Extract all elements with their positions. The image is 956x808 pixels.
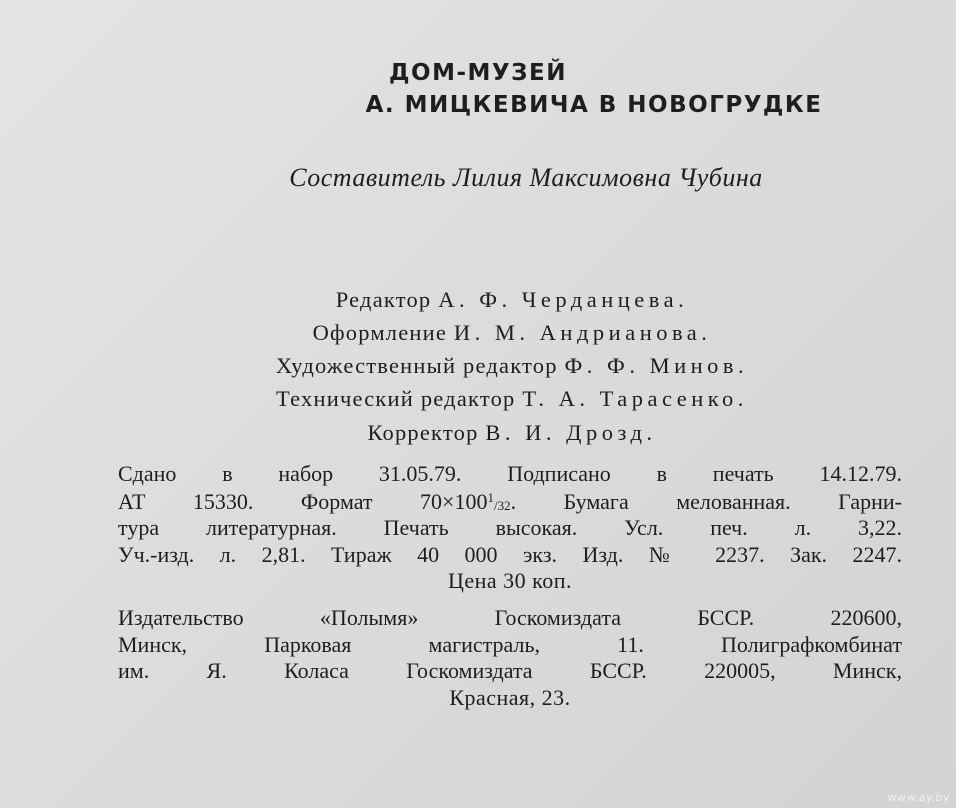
credit-name: Ф. Ф. Минов. — [564, 353, 749, 378]
credit-name: В. И. Дрозд. — [485, 420, 657, 445]
credit-design — [34, 320, 956, 346]
watermark: www.ay.by — [887, 791, 950, 804]
publisher-line-3: им. Я. Коласа Госкомиздата БССР. 220005, Минск, — [118, 658, 902, 683]
format-prefix: АТ 15330. Формат 70×100 — [118, 489, 488, 514]
compiler-credit: Составитель Лилия Максимовна Чубина — [289, 163, 763, 192]
credit-role: Редактор — [335, 287, 432, 312]
format-fraction-numerator: 1 — [487, 490, 494, 505]
credit-art-editor — [34, 353, 956, 379]
credit-name: А. Ф. Черданцева. — [438, 287, 689, 312]
title-line-2: А. МИЦКЕВИЧА В НОВОГРУДКЕ — [365, 92, 823, 118]
imprint-line-2 — [118, 489, 902, 515]
credit-role: Художественный редактор — [275, 353, 558, 378]
imprint-price: Цена 30 коп. — [447, 568, 573, 593]
credit-role: Оформление — [312, 320, 448, 345]
title-line-1: ДОМ-МУЗЕЙ — [389, 60, 567, 86]
imprint-line-1: Сдано в набор 31.05.79. Подписано в печать 14.12.79. — [118, 461, 902, 486]
publisher-line-4: Красная, 23. — [449, 685, 571, 710]
imprint-line-3: тура литературная. Печать высокая. Усл. печ. л. 3,22. — [118, 515, 902, 540]
credit-proofreader — [34, 420, 956, 446]
credit-name: Т. А. Тарасенко. — [522, 386, 748, 411]
credit-editor — [34, 287, 956, 313]
format-suffix: . Бумага мелованная. Гарни- — [510, 489, 902, 514]
credit-role: Технический редактор — [276, 386, 516, 411]
publisher-line-2: Минск, Парковая магистраль, 11. Полиграфкомбинат — [118, 632, 902, 657]
credit-tech-editor — [34, 386, 956, 412]
credit-role: Корректор — [367, 420, 479, 445]
credit-name: И. М. Андрианова. — [453, 320, 712, 345]
imprint-line-4: Уч.-изд. л. 2,81. Тираж 40 000 экз. Изд. № 2237. Зак. 2247. — [118, 542, 902, 567]
publisher-line-1: Издательство «Полымя» Госкомиздата БССР. 220600, — [118, 605, 902, 630]
format-fraction-denominator: /32 — [493, 498, 511, 513]
